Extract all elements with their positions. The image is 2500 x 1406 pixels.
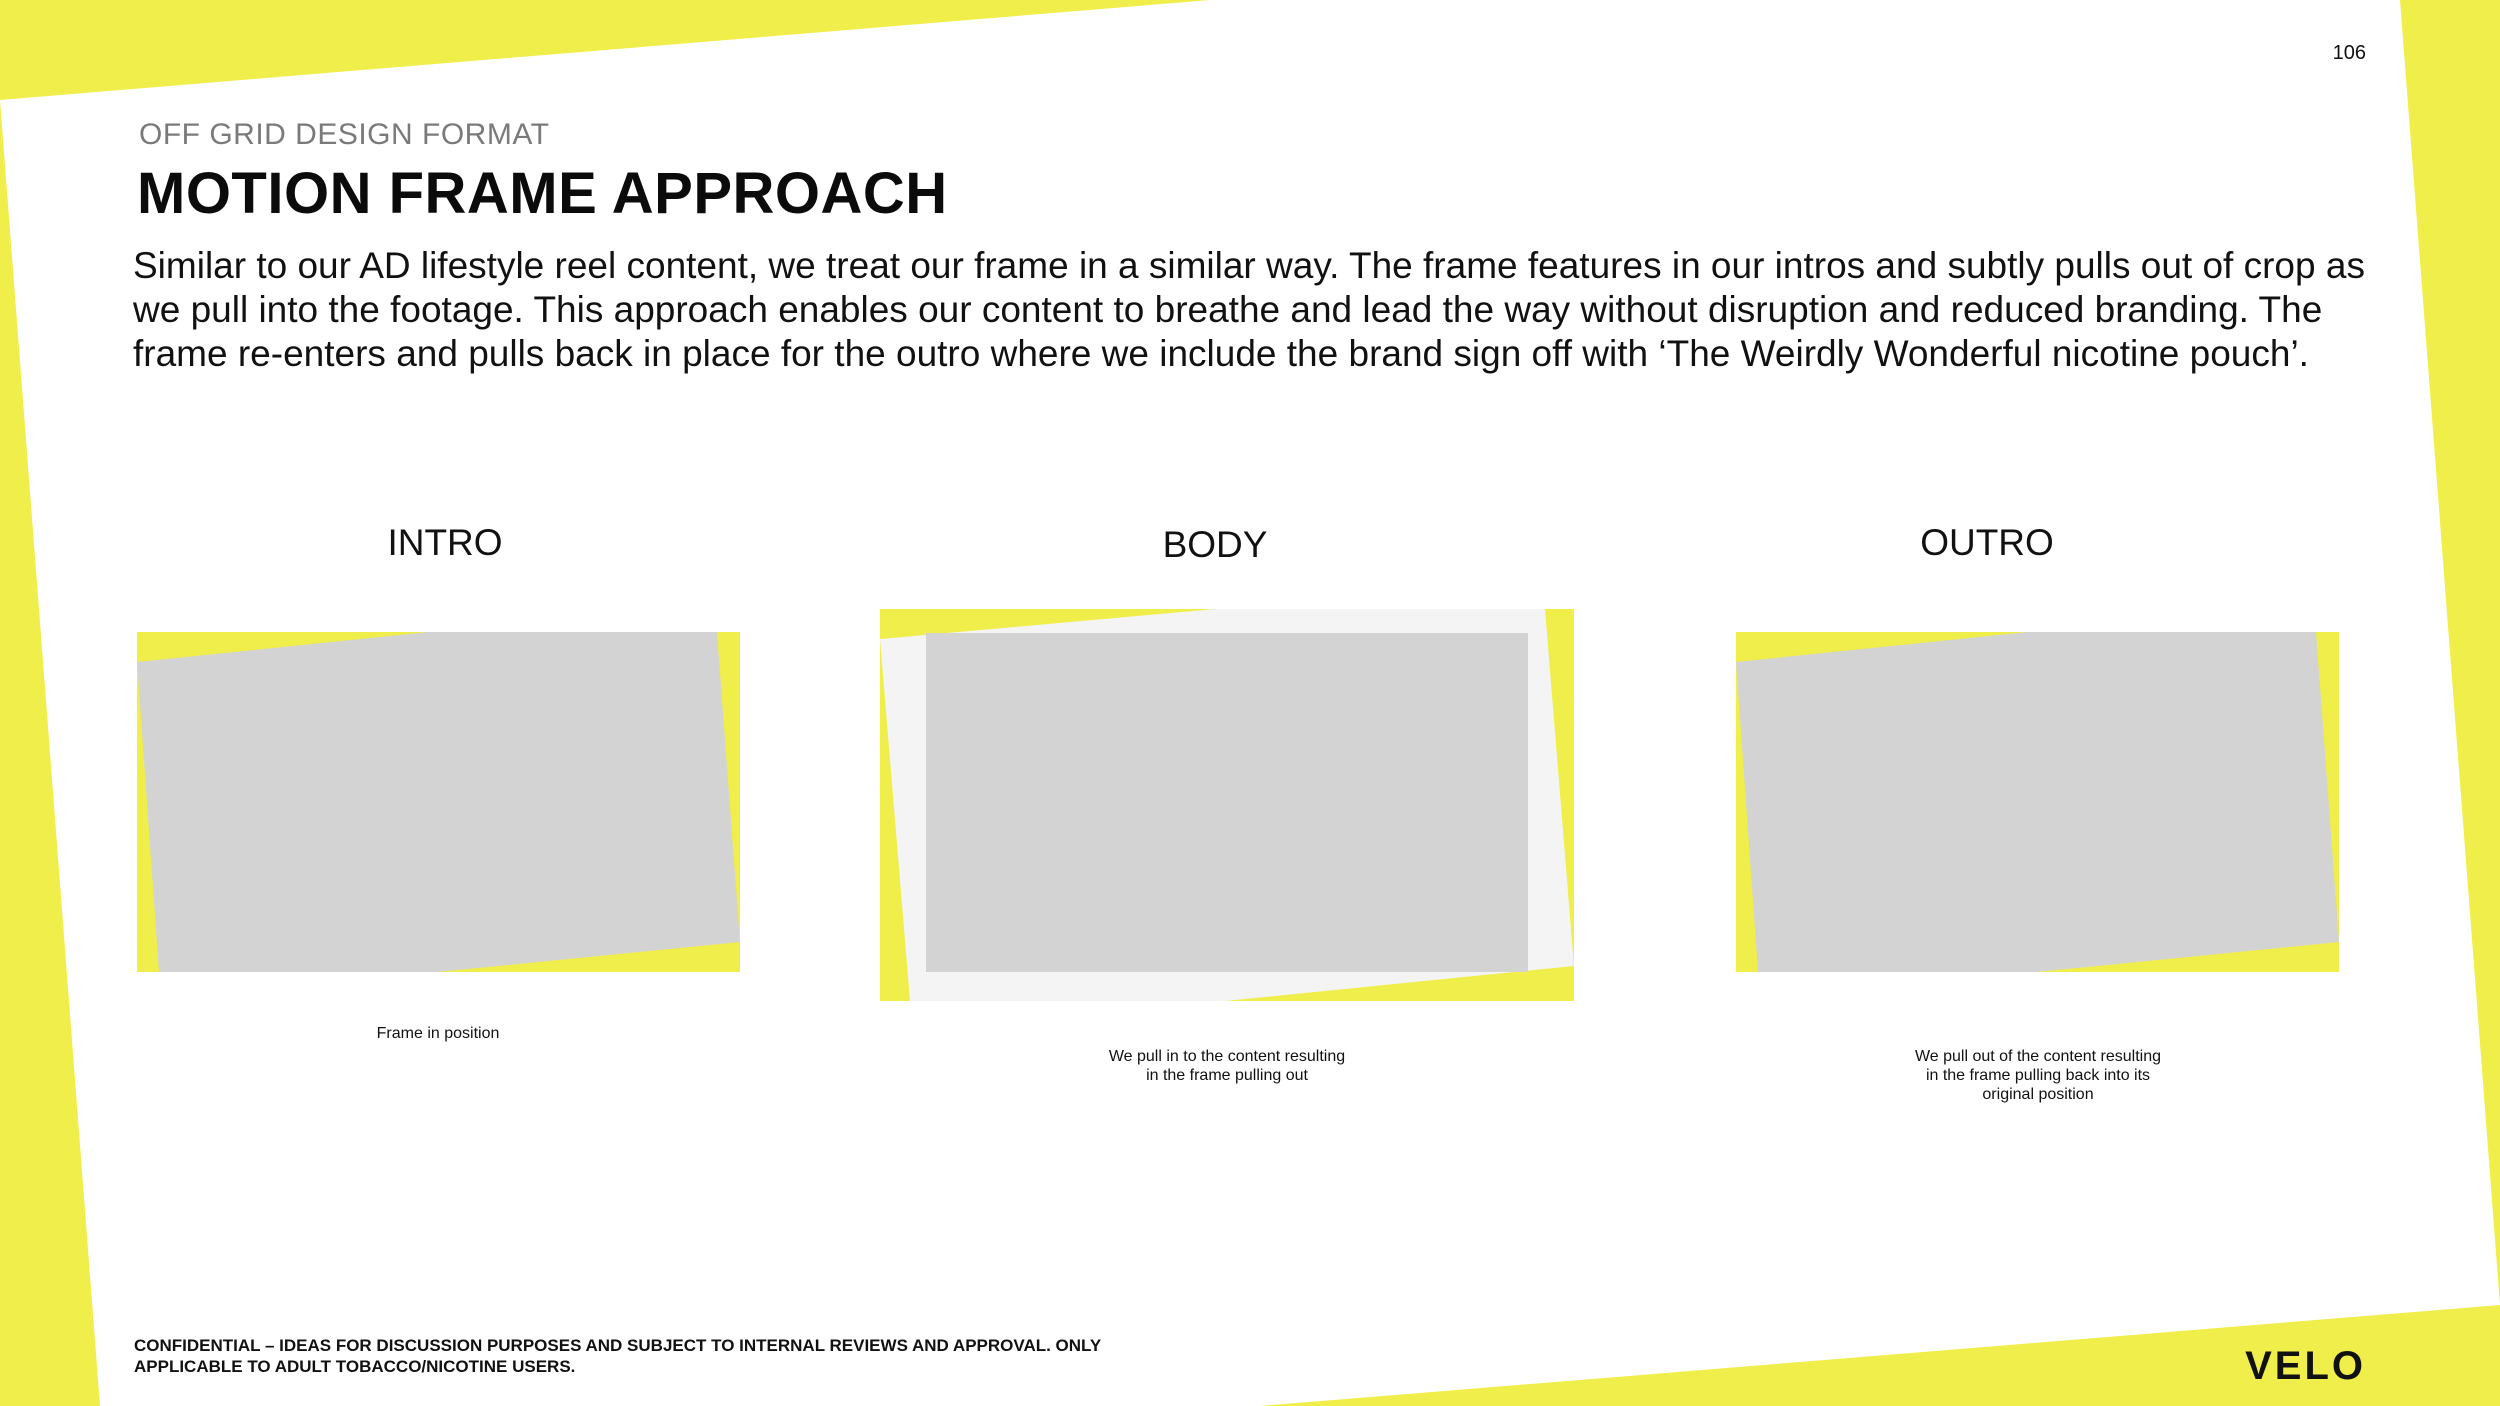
intro-content-placeholder	[137, 632, 740, 972]
body-paragraph: Similar to our AD lifestyle reel content, we treat our frame in a similar way. The frame features in our intros and subtly pulls out of crop as we pull into the footage. This approach enables our content to breathe and lead the way without disruption and reduced branding. The frame re-enters and pulls back in place for the outro where we include the brand sign off with ‘The Weirdly Wonderful nicotine pouch’.	[133, 245, 2365, 374]
panel-label-body: BODY	[1162, 524, 1268, 565]
body-content-placeholder	[926, 633, 1528, 972]
velo-logo: VELO	[2245, 1344, 2366, 1388]
page-number: 106	[2332, 42, 2366, 64]
intro-frame-illustration	[137, 632, 740, 972]
panel-body	[880, 609, 1574, 1001]
panel-label-outro: OUTRO	[1920, 522, 2054, 563]
body-frame-illustration	[880, 609, 1574, 1001]
caption-body: We pull in to the content resulting in the frame pulling out	[1108, 1048, 1346, 1084]
panel-outro	[1736, 632, 2339, 972]
eyebrow-heading: OFF GRID DESIGN FORMAT	[139, 118, 550, 151]
caption-outro: We pull out of the content resulting in the frame pulling back into its original position	[1914, 1048, 2162, 1103]
page-title: MOTION FRAME APPROACH	[137, 161, 948, 226]
panel-intro	[137, 632, 740, 972]
confidential-notice: CONFIDENTIAL – IDEAS FOR DISCUSSION PURPOSES AND SUBJECT TO INTERNAL REVIEWS AND APPROVAL. ONLY APPLICABLE TO ADULT TOBACCO/NICOTINE USERS.	[134, 1336, 1101, 1376]
outro-content-placeholder	[1736, 632, 2339, 972]
caption-intro: Frame in position	[376, 1025, 500, 1042]
outro-frame-illustration	[1736, 632, 2339, 972]
panel-label-intro: INTRO	[387, 522, 503, 563]
